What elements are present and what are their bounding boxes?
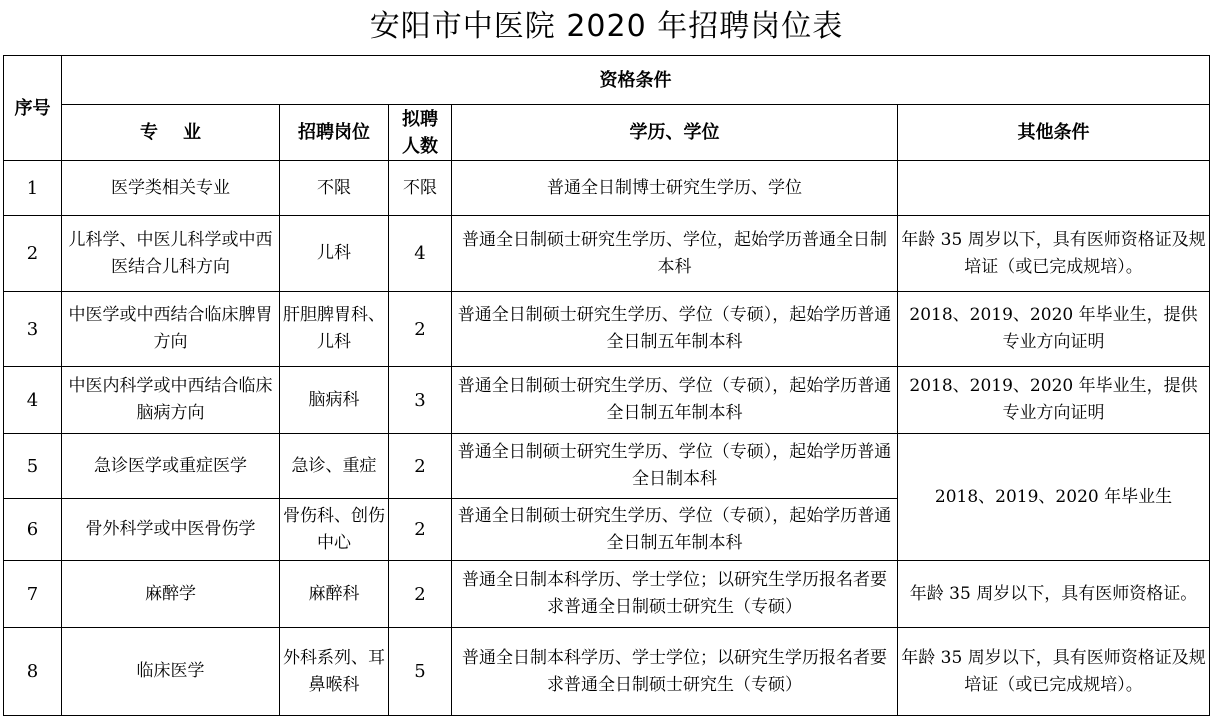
row-seq: 4: [4, 367, 62, 434]
row-other: [898, 161, 1210, 216]
row-position: 儿科: [280, 216, 389, 292]
row-other: 年龄 35 周岁以下，具有医师资格证。: [898, 561, 1210, 628]
row-education: 普通全日制硕士研究生学历、学位（专硕），起始学历普通全日制五年制本科: [452, 367, 898, 434]
row-count: 2: [389, 292, 452, 367]
table-row: [4, 367, 1210, 434]
row-seq: 8: [4, 628, 62, 716]
row-count: 2: [389, 561, 452, 628]
table-row: [4, 292, 1210, 367]
row-seq: 1: [4, 161, 62, 216]
row-count: 2: [389, 434, 452, 499]
row-seq: 3: [4, 292, 62, 367]
row-other: 年龄 35 周岁以下，具有医师资格证及规培证（或已完成规培）。: [898, 216, 1210, 292]
row-position: 不限: [280, 161, 389, 216]
row-education: 普通全日制硕士研究生学历、学位，起始学历普通全日制本科: [452, 216, 898, 292]
header-count: [389, 105, 452, 161]
header-other: 其他条件: [898, 105, 1210, 161]
row-major: 中医内科学或中西结合临床脑病方向: [62, 367, 280, 434]
header-education: 学历、学位: [452, 105, 898, 161]
page-title: 安阳市中医院 2020 年招聘岗位表: [369, 9, 844, 44]
row-position: 脑病科: [280, 367, 389, 434]
row-major: 中医学或中西结合临床脾胃方向: [62, 292, 280, 367]
row-other: 2018、2019、2020 年毕业生: [898, 434, 1210, 561]
row-education: 普通全日制本科学历、学士学位；以研究生学历报名者要求普通全日制硕士研究生（专硕）: [452, 561, 898, 628]
header-row-top: [4, 56, 1210, 105]
table-row: [4, 216, 1210, 292]
row-education: 普通全日制硕士研究生学历、学位（专硕），起始学历普通全日制五年制本科: [452, 292, 898, 367]
row-count: 3: [389, 367, 452, 434]
row-seq: 6: [4, 499, 62, 561]
row-position: 急诊、重症: [280, 434, 389, 499]
row-major: 麻醉学: [62, 561, 280, 628]
row-seq: 5: [4, 434, 62, 499]
table-row: [4, 434, 1210, 499]
row-education: 普通全日制硕士研究生学历、学位（专硕），起始学历普通全日制五年制本科: [452, 499, 898, 561]
row-count: 不限: [389, 161, 452, 216]
row-major: 医学类相关专业: [62, 161, 280, 216]
header-count-line2: 人数: [402, 135, 438, 157]
table-row: [4, 628, 1210, 716]
row-education: 普通全日制硕士研究生学历、学位（专硕），起始学历普通全日制本科: [452, 434, 898, 499]
row-other: 年龄 35 周岁以下，具有医师资格证及规培证（或已完成规培）。: [898, 628, 1210, 716]
header-row-sub: [4, 105, 1210, 161]
header-seq: 序号: [4, 56, 62, 161]
row-count: 2: [389, 499, 452, 561]
row-education: 普通全日制本科学历、学士学位；以研究生学历报名者要求普通全日制硕士研究生（专硕）: [452, 628, 898, 716]
row-position: 麻醉科: [280, 561, 389, 628]
row-major: 临床医学: [62, 628, 280, 716]
recruitment-table: [3, 55, 1210, 716]
row-major: 骨外科学或中医骨伤学: [62, 499, 280, 561]
header-qualifications: 资格条件: [62, 56, 1210, 105]
table-row: [4, 161, 1210, 216]
row-count: 4: [389, 216, 452, 292]
row-position: 肝胆脾胃科、 儿科: [280, 292, 389, 367]
row-other: 2018、2019、2020 年毕业生，提供专业方向证明: [898, 292, 1210, 367]
row-other: 2018、2019、2020 年毕业生，提供专业方向证明: [898, 367, 1210, 434]
row-position: 骨伤科、创伤中心: [280, 499, 389, 561]
header-count-line1: 拟聘: [402, 108, 438, 130]
header-major: 专 业: [62, 105, 280, 161]
row-position: 外科系列、耳鼻喉科: [280, 628, 389, 716]
row-seq: 7: [4, 561, 62, 628]
row-count: 5: [389, 628, 452, 716]
header-position: 招聘岗位: [280, 105, 389, 161]
row-education: 普通全日制博士研究生学历、学位: [452, 161, 898, 216]
table-row: [4, 561, 1210, 628]
row-major: 儿科学、中医儿科学或中西医结合儿科方向: [62, 216, 280, 292]
row-major: 急诊医学或重症医学: [62, 434, 280, 499]
row-seq: 2: [4, 216, 62, 292]
